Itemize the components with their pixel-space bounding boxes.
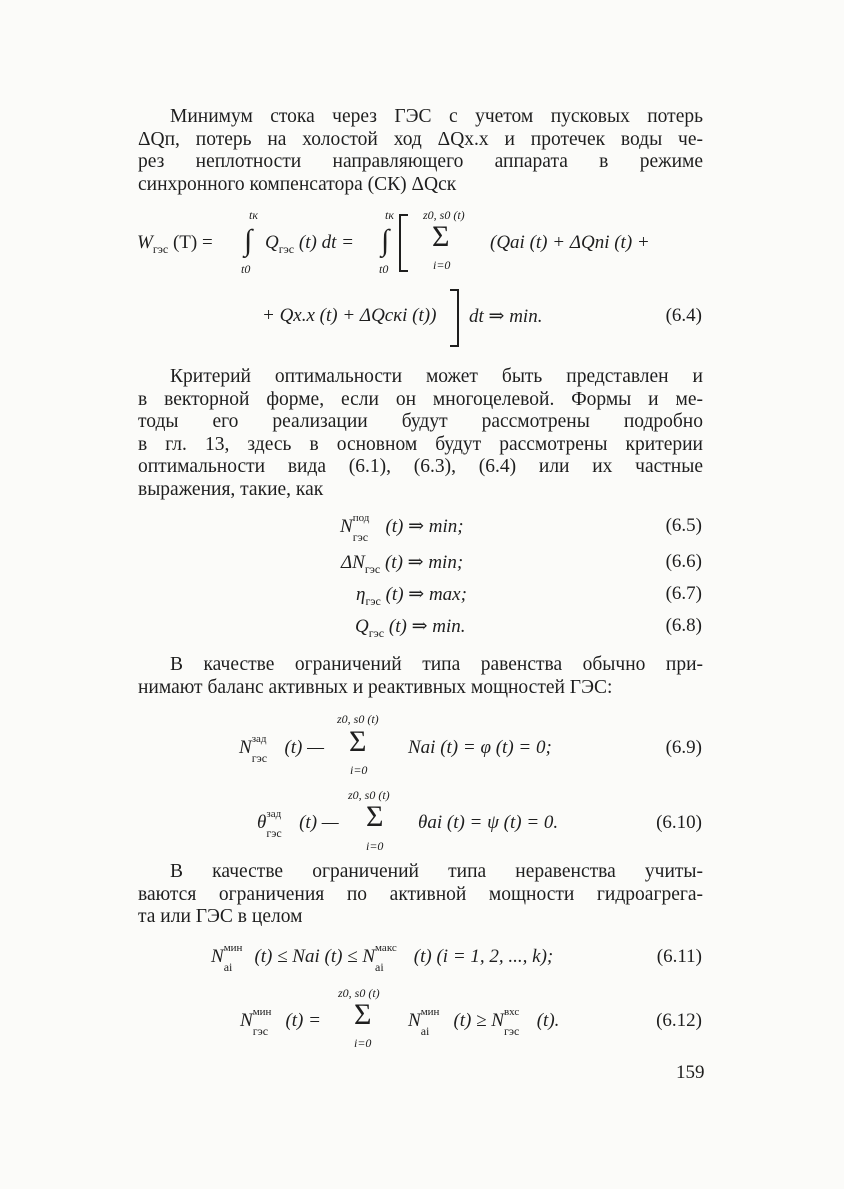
eq-subscript: гэс bbox=[364, 562, 381, 576]
sum-sign: Σ bbox=[349, 725, 367, 758]
eq-subscript: гэс bbox=[368, 626, 385, 640]
eq-subscript: гэс bbox=[278, 242, 295, 256]
eq-subscript: гэс bbox=[352, 530, 369, 544]
eq-text: (t) ≤ Nai (t) ≤ N bbox=[254, 946, 376, 967]
integral-lower-limit: t0 bbox=[379, 262, 389, 276]
text-line: Минимум стока через ГЭС с учетом пусковых потерь bbox=[170, 106, 703, 127]
sum-upper-limit: z0, s0 (t) bbox=[338, 986, 380, 1000]
equation-number: (6.4) bbox=[665, 305, 702, 326]
sum-lower-limit: i=0 bbox=[366, 839, 384, 853]
text-line: оптимальности вида (6.1), (6.3), (6.4) или их частные bbox=[138, 456, 703, 478]
eq-symbol: N bbox=[211, 946, 224, 967]
sum-upper-limit: z0, s0 (t) bbox=[337, 712, 379, 726]
eq-text: + Qх.х (t) + ΔQскi (t)) bbox=[262, 305, 437, 326]
eq-text: (t) = bbox=[285, 1010, 321, 1031]
paragraph-2 bbox=[138, 366, 703, 502]
eq-text: (Qai (t) + ΔQпi (t) + bbox=[490, 232, 650, 253]
eq-symbol: Q bbox=[355, 616, 369, 637]
text-line: выражения, такие, как bbox=[138, 478, 324, 500]
sum-upper-limit: z0, s0 (t) bbox=[423, 208, 465, 222]
sum-sign: Σ bbox=[354, 998, 372, 1031]
text-line: ваются ограничения по активной мощности гидроагрега- bbox=[138, 883, 703, 905]
integral-upper-limit: tк bbox=[249, 208, 258, 222]
eq-subscript: гэс bbox=[252, 1024, 269, 1038]
left-bracket bbox=[399, 214, 408, 272]
paragraph-1 bbox=[138, 106, 703, 196]
text-line: в гл. 13, здесь в основном будут рассмотрены критерии bbox=[138, 433, 703, 455]
eq-text: (t) — bbox=[299, 812, 339, 833]
eq-text: dt ⇒ min. bbox=[469, 306, 543, 327]
eq-superscript: мин bbox=[252, 1006, 272, 1018]
sum-sign: Σ bbox=[432, 220, 450, 253]
integral-lower-limit: t0 bbox=[241, 262, 251, 276]
text-line: в векторной форме, если он многоцелевой. Формы и ме- bbox=[138, 388, 703, 410]
text-line: синхронного компенсатора (СК) ΔQск bbox=[138, 173, 457, 195]
eq-superscript: зад bbox=[266, 808, 282, 820]
text-line: Критерий оптимальности может быть представлен и bbox=[170, 366, 703, 387]
equation-number: (6.6) bbox=[665, 551, 702, 572]
eq-symbol: N bbox=[240, 1010, 253, 1031]
equation-number: (6.12) bbox=[656, 1010, 702, 1031]
equation-number: (6.10) bbox=[656, 812, 702, 833]
eq-text: θai (t) = ψ (t) = 0. bbox=[418, 812, 559, 833]
eq-text: (T) = bbox=[172, 232, 213, 253]
eq-symbol: ΔN bbox=[341, 552, 365, 573]
eq-symbol: N bbox=[239, 737, 252, 758]
eq-subscript: гэс bbox=[365, 594, 381, 608]
eq-symbol: η bbox=[356, 584, 366, 605]
eq-text: Nai (t) = φ (t) = 0; bbox=[408, 737, 552, 758]
integral-sign: ∫ bbox=[381, 224, 390, 257]
paragraph-4 bbox=[138, 861, 703, 929]
right-bracket bbox=[450, 289, 459, 347]
eq-text: (t) ⇒ min; bbox=[384, 552, 464, 573]
eq-subscript: гэс bbox=[266, 826, 282, 840]
eq-subscript: гэс bbox=[251, 751, 268, 765]
eq-superscript: мин bbox=[223, 942, 243, 954]
text-line: нимают баланс активных и реактивных мощностей ГЭС: bbox=[138, 676, 613, 698]
sum-lower-limit: i=0 bbox=[354, 1036, 372, 1050]
text-line: тоды его реализации будут рассмотрены подробно bbox=[138, 411, 703, 433]
text-line: та или ГЭС в целом bbox=[138, 906, 303, 928]
eq-text: (t) dt = bbox=[298, 232, 354, 253]
eq-text: (t) (i = 1, 2, ..., k); bbox=[413, 946, 554, 967]
sum-sign: Σ bbox=[366, 800, 384, 833]
integral-sign: ∫ bbox=[244, 224, 253, 257]
eq-symbol: W bbox=[137, 232, 153, 253]
eq-subscript: ai bbox=[420, 1024, 430, 1038]
eq-symbol: N bbox=[408, 1010, 421, 1031]
equation-number: (6.9) bbox=[665, 737, 702, 758]
eq-subscript: гэс bbox=[152, 242, 169, 256]
eq-text: (t) ≥ N bbox=[453, 1010, 504, 1031]
eq-subscript: гэс bbox=[503, 1024, 520, 1038]
sum-lower-limit: i=0 bbox=[350, 763, 368, 777]
equation-number: (6.7) bbox=[665, 583, 702, 604]
text-line: ΔQп, потерь на холостой ход ΔQх.х и протечек воды че- bbox=[138, 128, 703, 150]
eq-symbol: Q bbox=[265, 232, 279, 253]
eq-text: (t) ⇒ min. bbox=[388, 616, 466, 637]
eq-superscript: мин bbox=[420, 1006, 440, 1018]
text-line: В качестве ограничений типа неравенства учиты- bbox=[170, 861, 703, 882]
eq-subscript: ai bbox=[223, 960, 233, 974]
eq-symbol: θ bbox=[257, 812, 267, 833]
sum-lower-limit: i=0 bbox=[433, 258, 451, 272]
eq-text: (t) ⇒ max; bbox=[385, 584, 467, 605]
eq-superscript: вхс bbox=[503, 1006, 520, 1018]
eq-text: (t). bbox=[536, 1010, 560, 1031]
eq-subscript: ai bbox=[375, 960, 384, 974]
equation-number: (6.11) bbox=[656, 946, 702, 967]
equation-number: (6.8) bbox=[665, 615, 702, 636]
integral-upper-limit: tк bbox=[385, 208, 394, 222]
equation-number: (6.5) bbox=[665, 515, 702, 536]
eq-superscript: макс bbox=[375, 942, 397, 954]
sum-upper-limit: z0, s0 (t) bbox=[348, 788, 390, 802]
text-line: рез неплотности направляющего аппарата в режиме bbox=[138, 151, 703, 173]
eq-text: (t) ⇒ min; bbox=[385, 516, 464, 537]
eq-superscript: под bbox=[352, 512, 370, 524]
eq-superscript: зад bbox=[251, 733, 267, 745]
page-number: 159 bbox=[676, 1062, 705, 1083]
paragraph-3 bbox=[138, 654, 703, 699]
eq-symbol: N bbox=[340, 516, 353, 537]
eq-text: (t) — bbox=[284, 737, 325, 758]
text-line: В качестве ограничений типа равенства обычно при- bbox=[170, 654, 703, 675]
